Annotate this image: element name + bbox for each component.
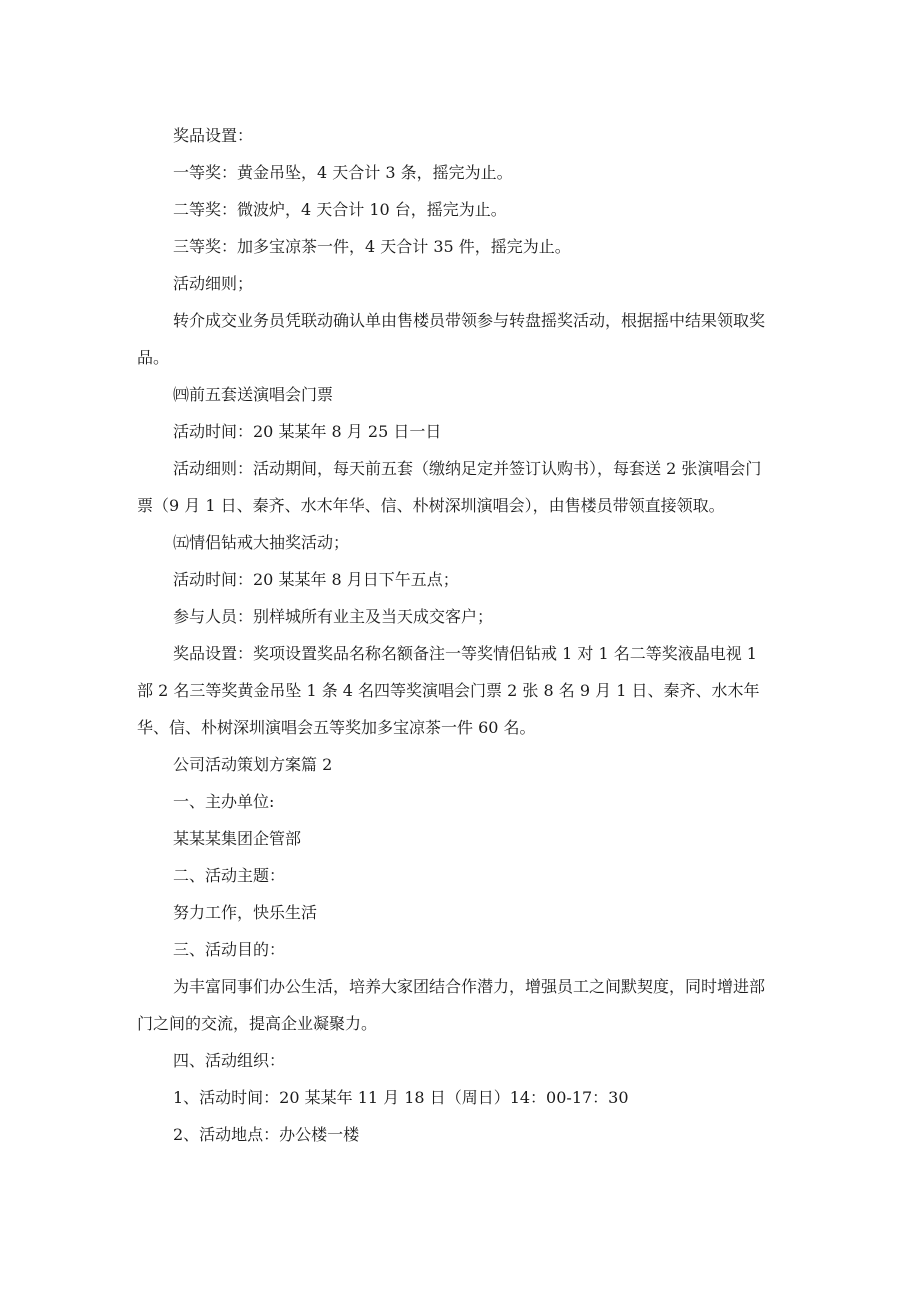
paragraph: 奖品设置：奖项设置奖品名称名额备注一等奖情侣钻戒 1 对 1 名二等奖液晶电视 1 部 2 名三等奖黄金吊坠 1 条 4 名四等奖演唱会门票 2 张 8 名 9 月 1 日、秦齐、水木年华、信、朴树深圳演唱会五等奖加多宝凉茶一件 60 名。 <box>137 644 760 737</box>
paragraph: 活动时间：20 某某年 8 月 25 日一日 <box>173 422 442 441</box>
paragraph: 转介成交业务员凭联动确认单由售楼员带领参与转盘摇奖活动，根据摇中结果领取奖品。 <box>137 311 766 367</box>
paragraph: 努力工作，快乐生活 <box>173 903 318 922</box>
paragraph: 奖品设置： <box>173 126 254 145</box>
paragraph: 一等奖：黄金吊坠，4 天合计 3 条，摇完为止。 <box>173 163 513 182</box>
paragraph: 1、活动时间：20 某某年 11 月 18 日（周日）14：00-17：30 <box>173 1088 629 1107</box>
paragraph: 三等奖：加多宝凉茶一件，4 天合计 35 件，摇完为止。 <box>173 237 571 256</box>
section-heading: ㈣前五套送演唱会门票 <box>173 385 334 404</box>
paragraph: 四、活动组织： <box>173 1051 286 1070</box>
paragraph: 为丰富同事们办公生活，培养大家团结合作潜力，增强员工之间默契度，同时增进部门之间的交流，提高企业凝聚力。 <box>137 977 766 1033</box>
paragraph: 三、活动目的： <box>173 940 286 959</box>
paragraph: 参与人员：别样城所有业主及当天成交客户； <box>173 607 494 626</box>
section-heading: 公司活动策划方案篇 2 <box>173 755 333 774</box>
paragraph: 二等奖：微波炉，4 天合计 10 台，摇完为止。 <box>173 200 507 219</box>
paragraph: 活动细则； <box>173 274 254 293</box>
paragraph: 二、活动主题： <box>173 866 286 885</box>
paragraph: 某某某集团企管部 <box>173 829 302 848</box>
paragraph: 一、主办单位: <box>173 792 275 811</box>
paragraph: 2、活动地点：办公楼一楼 <box>173 1125 360 1144</box>
section-heading: ㈤情侣钻戒大抽奖活动； <box>173 533 350 552</box>
document-body <box>137 117 770 1153</box>
paragraph: 活动细则：活动期间，每天前五套（缴纳足定并签订认购书），每套送 2 张演唱会门票（9 月 1 日、秦齐、水木年华、信、朴树深圳演唱会），由售楼员带领直接领取。 <box>137 459 762 515</box>
paragraph: 活动时间：20 某某年 8 月日下午五点； <box>173 570 459 589</box>
